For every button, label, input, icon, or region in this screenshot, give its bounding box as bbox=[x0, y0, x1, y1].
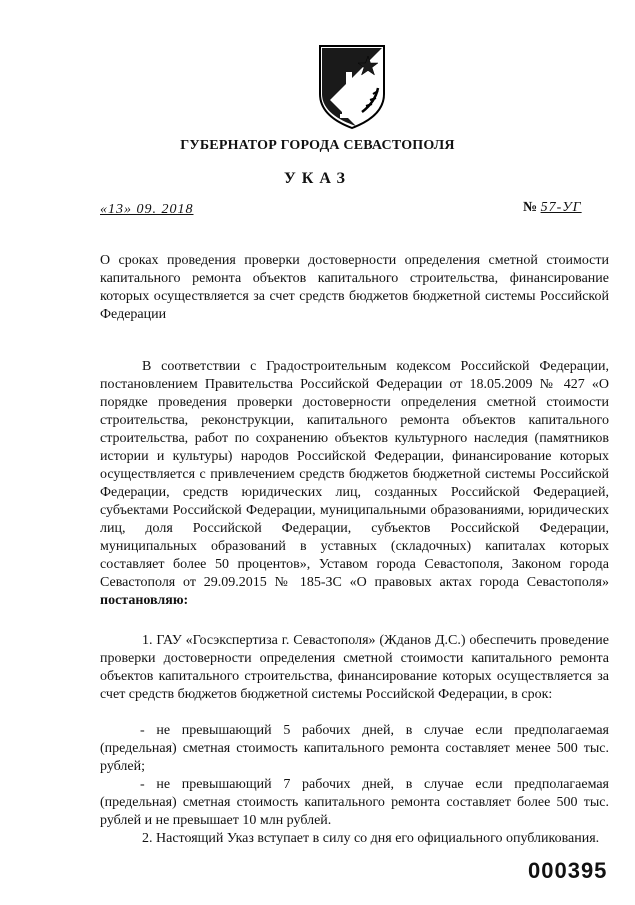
issuing-authority: ГУБЕРНАТОР ГОРОДА СЕВАСТОПОЛЯ bbox=[180, 138, 455, 153]
decree-subitem-1: - не превышающий 5 рабочих дней, в случае если предполагаемая (предельная) сметная стоимость капитального ремонта составляет менее 500 тыс. рублей; bbox=[100, 723, 609, 774]
decree-item-1: 1. ГАУ «Госэкспертиза г. Севастополя» (Жданов Д.С.) обеспечить проведение проверки достоверности определения сметной стоимости капитального ремонта объектов капитального строительства, финансирование которых осуществляется за счет средств бюджетов бюджетной системы Российской Федерации, в срок: bbox=[100, 633, 609, 702]
preamble-text: В соответствии с Градостроительным кодексом Российской Федерации, постановлением Правительства Российской Федерации от 18.05.2009 № 427 «О порядке проведения проверки достоверности определения сметной стоимости строительства, реконструкции, капитального ремонта объектов капитального строительства, работ по сохранению объектов культурного наследия (памятников истории и культуры) народов Российской Федерации, финансирование которых осуществляется с привлечением средств бюджетов бюджетной системы Российской Федерации, средств юридических лиц, созданных Российской Федерацией, субъектами Российской Федерации, муниципальными образованиями, юридических лиц, доля Российской Федерации, субъектов Российской Федерации, муниципальных образований в уставных (складочных) капиталах которых составляет более 50 процентов», Уставом города Севастополя, Законом города Севастополя от 29.09.2015 № 185-ЗС «О правовых актах города Севастополя» bbox=[100, 359, 609, 590]
number-value: 57-УГ bbox=[540, 200, 582, 215]
decree-subject: О сроках проведения проверки достоверности определения сметной стоимости капитального ремонта объектов капитального строительства, финансирование которых осуществляется за счет средств бюджетов бюджетной системы Российской Федерации bbox=[100, 253, 609, 322]
document-type: УКАЗ bbox=[284, 170, 351, 187]
document-date: «13» 09. 2018 bbox=[100, 202, 194, 217]
sevastopol-coat-of-arms-icon bbox=[316, 42, 388, 130]
number-prefix: № bbox=[523, 200, 538, 215]
document-number bbox=[523, 200, 582, 216]
preamble-paragraph bbox=[100, 358, 609, 610]
decree-word: постановляю: bbox=[100, 593, 189, 608]
decree-item-2: 2. Настоящий Указ вступает в силу со дня его официального опубликования. bbox=[142, 831, 600, 846]
decree-subitem-2: - не превышающий 7 рабочих дней, в случае если предполагаемая (предельная) сметная стоимость капитального ремонта составляет более 500 тыс. рублей и не превышает 10 млн рублей. bbox=[100, 777, 609, 828]
sheet-number: 000395 bbox=[528, 858, 608, 883]
